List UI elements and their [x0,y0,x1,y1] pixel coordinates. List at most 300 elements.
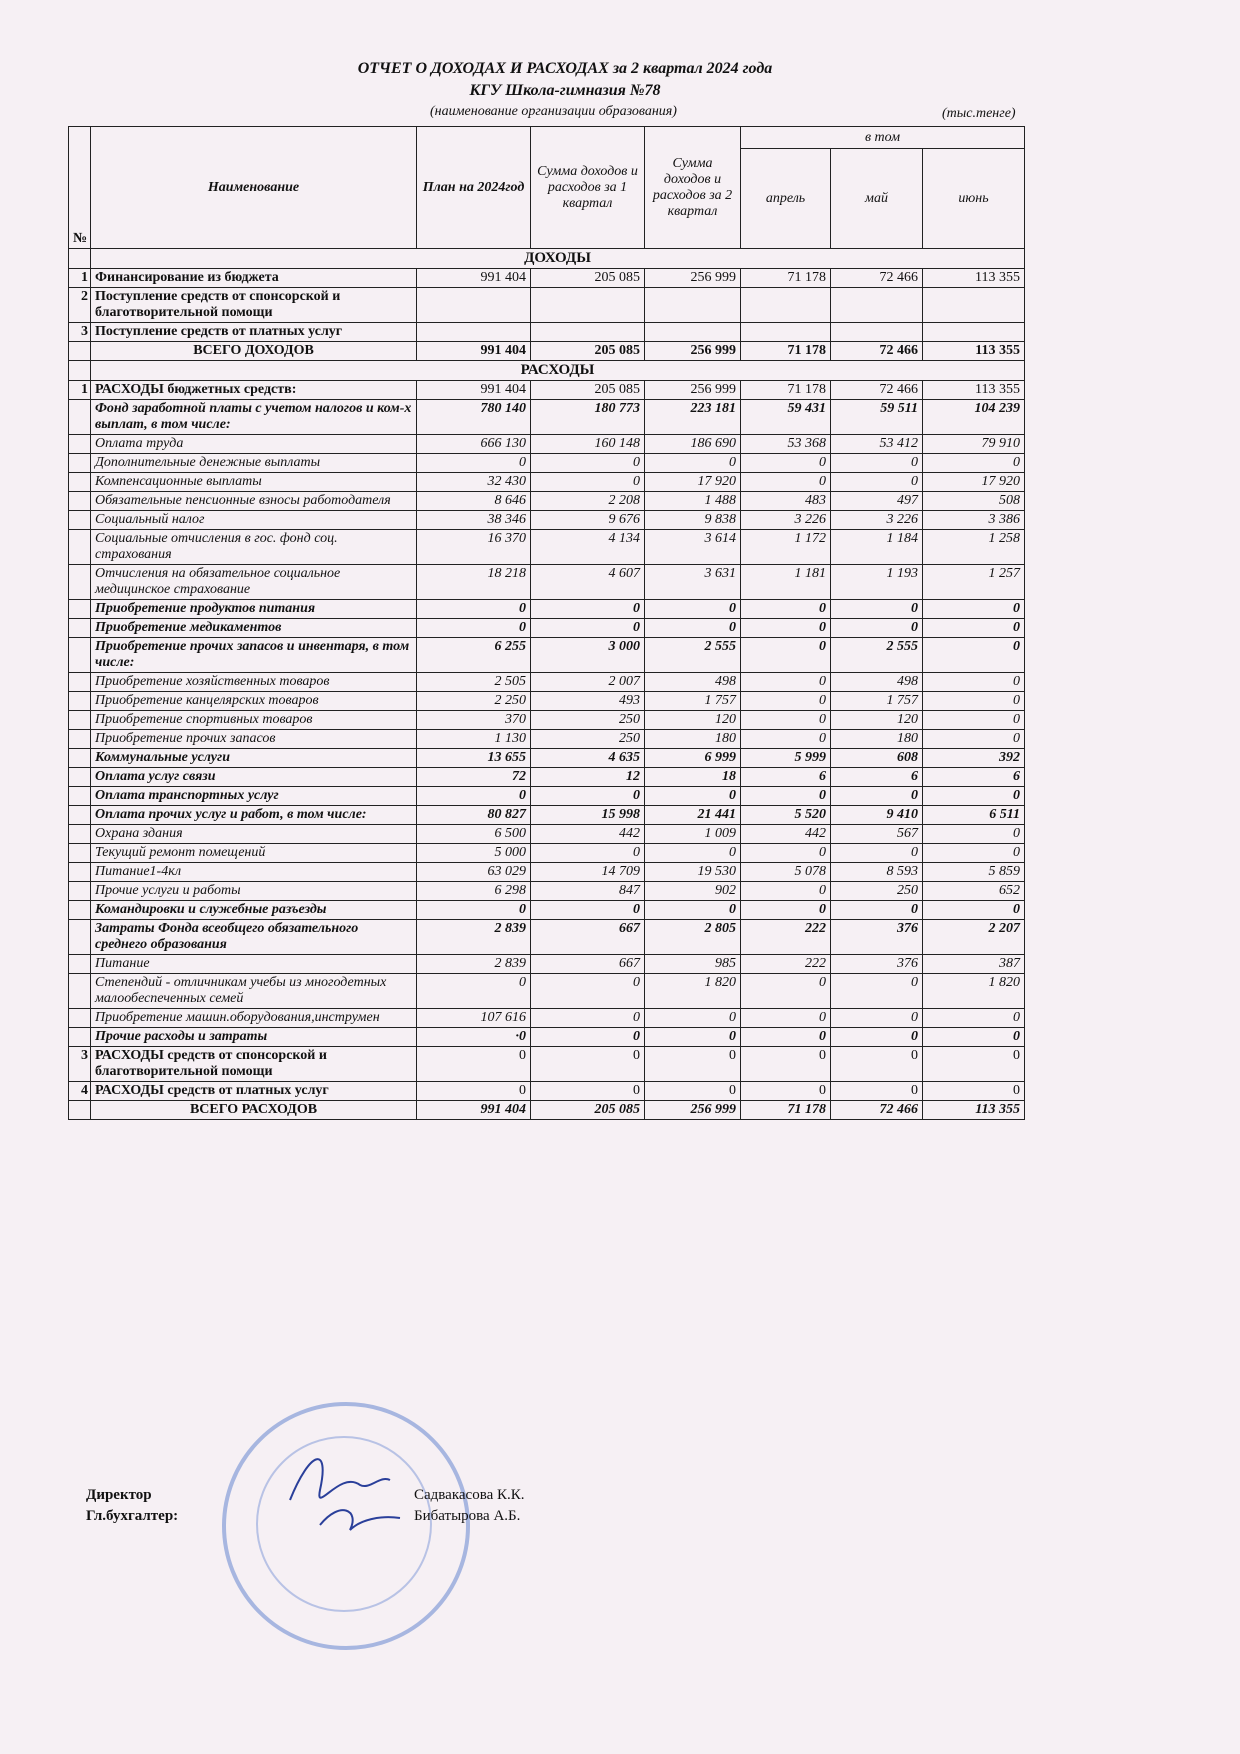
row-name: Приобретение прочих запасов [91,730,417,749]
value-cell: 0 [923,711,1025,730]
expense-row [69,600,1025,619]
value-cell: 5 999 [741,749,831,768]
value-cell: 0 [741,619,831,638]
value-cell: 0 [741,882,831,901]
expenses-section-header: РАСХОДЫ [91,361,1025,381]
row-number [69,844,91,863]
value-cell: 2 007 [531,673,645,692]
row-name: Оплата транспортных услуг [91,787,417,806]
value-cell: 0 [831,901,923,920]
row-name: РАСХОДЫ средств от спонсорской и благотворительной помощи [91,1047,417,1082]
row-number [69,787,91,806]
value-cell: 12 [531,768,645,787]
value-cell: 0 [417,1047,531,1082]
row-number [69,435,91,454]
value-cell: 2 208 [531,492,645,511]
value-cell: 79 910 [923,435,1025,454]
value-cell: 1 184 [831,530,923,565]
value-cell: 9 676 [531,511,645,530]
expense-row [69,863,1025,882]
row-name: Степендий - отличникам учебы из многодетных малообеспеченных семей [91,974,417,1009]
value-cell: 21 441 [645,806,741,825]
col-q2: Сумма доходов и расходов за 2 квартал [645,127,741,249]
value-cell: 6 500 [417,825,531,844]
value-cell: 0 [531,1082,645,1101]
row-number [69,530,91,565]
row-number [69,454,91,473]
value-cell: 902 [645,882,741,901]
value-cell: 0 [923,1047,1025,1082]
row-name: Оплата прочих услуг и работ, в том числе: [91,806,417,825]
row-number [69,565,91,600]
total-value: 991 404 [417,342,531,361]
value-cell: 160 148 [531,435,645,454]
col-no: № [69,127,91,249]
value-cell: 0 [923,600,1025,619]
expense-row [69,692,1025,711]
value-cell: 442 [531,825,645,844]
value-cell: 0 [741,1082,831,1101]
value-cell: 0 [831,1082,923,1101]
value-cell: 59 431 [741,400,831,435]
value-cell: 32 430 [417,473,531,492]
value-cell: 0 [831,1009,923,1028]
value-cell: 6 298 [417,882,531,901]
no-cell [69,1101,91,1120]
value-cell: 0 [417,1082,531,1101]
value-cell: 498 [645,673,741,692]
value-cell: 1 757 [831,692,923,711]
value-cell: 3 631 [645,565,741,600]
value-cell: 1 757 [645,692,741,711]
value-cell: 1 009 [645,825,741,844]
value-cell: 14 709 [531,863,645,882]
row-number [69,600,91,619]
expense-row [69,473,1025,492]
value-cell: 250 [531,711,645,730]
value-cell: 250 [531,730,645,749]
value-cell: 19 530 [645,863,741,882]
row-name: Оплата труда [91,435,417,454]
expense-row [69,565,1025,600]
value-cell: 0 [741,901,831,920]
value-cell: 53 412 [831,435,923,454]
value-cell: 1 130 [417,730,531,749]
value-cell: 376 [831,955,923,974]
value-cell: 80 827 [417,806,531,825]
value-cell: 498 [831,673,923,692]
expenses-section-row [69,361,1025,381]
row-number [69,974,91,1009]
row-name: Обязательные пенсионные взносы работодателя [91,492,417,511]
row-number [69,825,91,844]
value-cell: 63 029 [417,863,531,882]
expense-row [69,787,1025,806]
expenses-total-row [69,1101,1025,1120]
value-cell: 3 226 [831,511,923,530]
income-row [69,323,1025,342]
value-cell: 0 [417,787,531,806]
value-cell: 0 [531,473,645,492]
value-cell: 15 998 [531,806,645,825]
value-cell: 0 [645,619,741,638]
value-cell: 0 [531,1047,645,1082]
total-value: 71 178 [741,1101,831,1120]
value-cell: 0 [741,473,831,492]
value-cell: 370 [417,711,531,730]
expense-row [69,638,1025,673]
value-cell [923,323,1025,342]
value-cell: 113 355 [923,381,1025,400]
value-cell: 1 258 [923,530,1025,565]
col-plan: План на 2024год [417,127,531,249]
value-cell: 2 250 [417,692,531,711]
value-cell: 3 226 [741,511,831,530]
value-cell: 1 820 [645,974,741,1009]
row-name: Отчисления на обязательное социальное медицинское страхование [91,565,417,600]
value-cell: 0 [741,711,831,730]
value-cell: 205 085 [531,269,645,288]
expense-row [69,749,1025,768]
value-cell: 0 [531,600,645,619]
row-name: Приобретение медикаментов [91,619,417,638]
value-cell: ·0 [417,1028,531,1047]
row-name: Текущий ремонт помещений [91,844,417,863]
value-cell: 1 172 [741,530,831,565]
value-cell: 0 [831,1028,923,1047]
accountant-name: Бибатырова А.Б. [414,1508,521,1524]
value-cell: 780 140 [417,400,531,435]
row-number: 4 [69,1082,91,1101]
row-number: 1 [69,381,91,400]
value-cell: 17 920 [645,473,741,492]
value-cell: 0 [741,1009,831,1028]
value-cell: 5 078 [741,863,831,882]
value-cell: 0 [831,974,923,1009]
row-name: Социальный налог [91,511,417,530]
row-number: 1 [69,269,91,288]
row-name: Дополнительные денежные выплаты [91,454,417,473]
row-name: Коммунальные услуги [91,749,417,768]
value-cell: 0 [741,1047,831,1082]
value-cell: 0 [831,600,923,619]
expense-row [69,974,1025,1009]
value-cell: 667 [531,955,645,974]
value-cell: 71 178 [741,381,831,400]
row-number [69,1028,91,1047]
row-number [69,901,91,920]
value-cell: 0 [645,844,741,863]
expense-row [69,882,1025,901]
value-cell: 376 [831,920,923,955]
row-number [69,882,91,901]
value-cell [923,288,1025,323]
value-cell: 6 255 [417,638,531,673]
row-number [69,806,91,825]
value-cell: 18 [645,768,741,787]
row-number [69,749,91,768]
row-number [69,619,91,638]
expense-row [69,730,1025,749]
col-apr: апрель [741,149,831,249]
row-number [69,768,91,787]
value-cell: 442 [741,825,831,844]
value-cell: 6 511 [923,806,1025,825]
row-number [69,711,91,730]
value-cell: 6 [831,768,923,787]
value-cell: 0 [741,638,831,673]
value-cell: 3 000 [531,638,645,673]
value-cell: 2 805 [645,920,741,955]
value-cell: 0 [831,473,923,492]
value-cell: 2 839 [417,955,531,974]
value-cell: 0 [923,825,1025,844]
value-cell: 0 [923,638,1025,673]
expense-row [69,619,1025,638]
value-cell [831,288,923,323]
value-cell: 0 [417,454,531,473]
value-cell: 120 [645,711,741,730]
expense-row [69,901,1025,920]
row-number [69,473,91,492]
value-cell: 0 [831,454,923,473]
value-cell [741,323,831,342]
value-cell: 497 [831,492,923,511]
expense-row [69,530,1025,565]
row-name: РАСХОДЫ бюджетных средств: [91,381,417,400]
value-cell: 0 [923,673,1025,692]
value-cell: 0 [831,787,923,806]
value-cell: 5 859 [923,863,1025,882]
value-cell: 3 614 [645,530,741,565]
expense-row [69,768,1025,787]
row-name: Поступление средств от платных услуг [91,323,417,342]
value-cell: 0 [645,1082,741,1101]
value-cell: 0 [923,619,1025,638]
expense-row [69,511,1025,530]
units-label: (тыс.тенге) [942,106,1016,121]
director-label: Директор [86,1487,152,1503]
row-name: Компенсационные выплаты [91,473,417,492]
income-section-row [69,249,1025,269]
value-cell: 667 [531,920,645,955]
row-name: Социальные отчисления в гос. фонд соц. страхования [91,530,417,565]
value-cell: 0 [531,844,645,863]
value-cell: 1 820 [923,974,1025,1009]
value-cell: 1 193 [831,565,923,600]
value-cell: 0 [923,901,1025,920]
value-cell: 0 [923,1082,1025,1101]
value-cell: 17 920 [923,473,1025,492]
value-cell: 256 999 [645,381,741,400]
signature-image [260,1440,430,1550]
value-cell: 4 134 [531,530,645,565]
value-cell: 120 [831,711,923,730]
value-cell: 2 555 [645,638,741,673]
total-label: ВСЕГО РАСХОДОВ [91,1101,417,1120]
row-name: Затраты Фонда всеобщего обязательного среднего образования [91,920,417,955]
value-cell: 72 [417,768,531,787]
income-section-header: ДОХОДЫ [91,249,1025,269]
col-jun: июнь [923,149,1025,249]
value-cell: 9 410 [831,806,923,825]
value-cell: 107 616 [417,1009,531,1028]
value-cell: 0 [645,454,741,473]
value-cell: 71 178 [741,269,831,288]
value-cell: 0 [531,901,645,920]
total-value: 113 355 [923,1101,1025,1120]
value-cell: 222 [741,955,831,974]
value-cell: 985 [645,955,741,974]
organization-caption: (наименование организации образования) [430,104,677,119]
col-may: май [831,149,923,249]
row-name: Фонд заработной платы с учетом налогов и ком-х выплат, в том числе: [91,400,417,435]
value-cell: 392 [923,749,1025,768]
row-number [69,920,91,955]
row-name: РАСХОДЫ средств от платных услуг [91,1082,417,1101]
row-name: Приобретение машин.оборудования,инструмен [91,1009,417,1028]
value-cell: 72 466 [831,269,923,288]
value-cell: 0 [417,974,531,1009]
value-cell: 0 [741,692,831,711]
no-cell [69,342,91,361]
value-cell: 4 635 [531,749,645,768]
value-cell: 5 520 [741,806,831,825]
value-cell: 0 [645,787,741,806]
value-cell: 0 [531,454,645,473]
value-cell: 13 655 [417,749,531,768]
expense-row [69,920,1025,955]
row-name: Приобретение хозяйственных товаров [91,673,417,692]
income-total-row [69,342,1025,361]
expense-row [69,1028,1025,1047]
value-cell: 991 404 [417,269,531,288]
row-name: Оплата услуг связи [91,768,417,787]
value-cell: 0 [741,974,831,1009]
expense-row [69,806,1025,825]
income-row [69,269,1025,288]
no-cell [69,361,91,381]
row-number [69,492,91,511]
expense-row [69,955,1025,974]
row-number [69,955,91,974]
value-cell: 0 [923,787,1025,806]
value-cell: 0 [645,901,741,920]
value-cell: 608 [831,749,923,768]
expense-row [69,435,1025,454]
row-number [69,730,91,749]
expense-row [69,711,1025,730]
value-cell: 0 [831,1047,923,1082]
row-name: Питание1-4кл [91,863,417,882]
value-cell: 666 130 [417,435,531,454]
value-cell: 0 [923,692,1025,711]
row-number [69,692,91,711]
value-cell: 387 [923,955,1025,974]
row-name: Прочие услуги и работы [91,882,417,901]
value-cell [645,323,741,342]
value-cell: 0 [645,1009,741,1028]
value-cell: 4 607 [531,565,645,600]
value-cell: 0 [531,1009,645,1028]
expense-row [69,1082,1025,1101]
value-cell: 53 368 [741,435,831,454]
total-value: 256 999 [645,342,741,361]
row-number [69,1009,91,1028]
value-cell [831,323,923,342]
value-cell: 59 511 [831,400,923,435]
row-number [69,511,91,530]
value-cell: 0 [741,673,831,692]
total-value: 256 999 [645,1101,741,1120]
value-cell: 0 [645,600,741,619]
value-cell: 38 346 [417,511,531,530]
value-cell: 223 181 [645,400,741,435]
row-number [69,638,91,673]
row-number [69,673,91,692]
income-row [69,288,1025,323]
value-cell: 250 [831,882,923,901]
value-cell: 483 [741,492,831,511]
value-cell: 72 466 [831,381,923,400]
value-cell: 0 [923,730,1025,749]
value-cell: 652 [923,882,1025,901]
row-number: 3 [69,323,91,342]
value-cell: 180 773 [531,400,645,435]
value-cell: 0 [741,454,831,473]
col-q1: Сумма доходов и расходов за 1 квартал [531,127,645,249]
expense-row [69,492,1025,511]
row-name: Финансирование из бюджета [91,269,417,288]
value-cell: 0 [531,787,645,806]
expense-row [69,381,1025,400]
value-cell: 0 [741,730,831,749]
col-group: в том [741,127,1025,149]
value-cell: 205 085 [531,381,645,400]
value-cell: 2 207 [923,920,1025,955]
row-number [69,863,91,882]
row-number: 2 [69,288,91,323]
value-cell: 1 488 [645,492,741,511]
accountant-label: Гл.бухгалтер: [86,1508,179,1524]
value-cell: 0 [831,844,923,863]
value-cell [531,288,645,323]
value-cell: 16 370 [417,530,531,565]
value-cell: 0 [531,974,645,1009]
value-cell [741,288,831,323]
value-cell: 5 000 [417,844,531,863]
value-cell: 186 690 [645,435,741,454]
row-name: Поступление средств от спонсорской и благотворительной помощи [91,288,417,323]
value-cell: 0 [645,1028,741,1047]
row-number: 3 [69,1047,91,1082]
expense-row [69,454,1025,473]
value-cell: 2 505 [417,673,531,692]
row-number [69,400,91,435]
row-name: Прочие расходы и затраты [91,1028,417,1047]
report-title: ОТЧЕТ О ДОХОДАХ И РАСХОДАХ за 2 квартал 2024 года [357,60,773,77]
row-name: Командировки и служебные разъезды [91,901,417,920]
organization-name: КГУ Школа-гимназия №78 [469,82,661,99]
expense-row [69,825,1025,844]
value-cell: 567 [831,825,923,844]
value-cell: 113 355 [923,269,1025,288]
value-cell [417,288,531,323]
row-name: Приобретение спортивных товаров [91,711,417,730]
total-value: 205 085 [531,1101,645,1120]
value-cell: 8 646 [417,492,531,511]
expense-row [69,673,1025,692]
